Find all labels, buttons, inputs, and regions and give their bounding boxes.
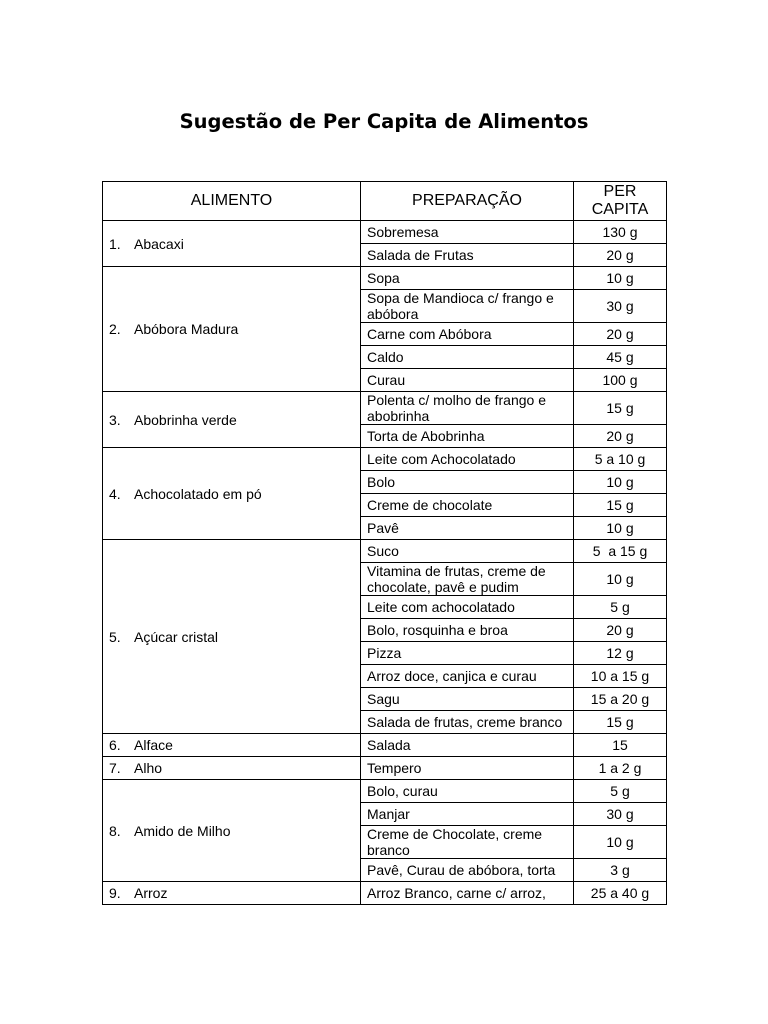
preparation-cell: Curau (361, 369, 574, 392)
food-number: 8. (109, 822, 121, 839)
table-row (103, 882, 667, 905)
preparation-cell: Creme de chocolate (361, 494, 574, 517)
preparation-cell: Manjar (361, 803, 574, 826)
preparation-cell: Salada de frutas, creme branco (361, 711, 574, 734)
per-capita-cell: 5 a 15 g (574, 540, 667, 563)
preparation-cell: Arroz doce, canjica e curau (361, 665, 574, 688)
preparation-cell: Pizza (361, 642, 574, 665)
header-alimento: ALIMENTO (103, 182, 361, 221)
preparation-cell: Bolo (361, 471, 574, 494)
food-cell (103, 448, 361, 540)
food-name: Abacaxi (134, 235, 184, 252)
food-name: Achocolatado em pó (134, 485, 262, 502)
food-cell (103, 540, 361, 734)
table-row (103, 392, 667, 425)
per-capita-cell: 10 g (574, 267, 667, 290)
preparation-cell: Pavê (361, 517, 574, 540)
food-cell (103, 221, 361, 267)
food-cell (103, 780, 361, 882)
header-preparacao: PREPARAÇÃO (361, 182, 574, 221)
per-capita-cell: 20 g (574, 323, 667, 346)
per-capita-cell: 20 g (574, 425, 667, 448)
food-cell (103, 392, 361, 448)
preparation-cell: Bolo, curau (361, 780, 574, 803)
preparation-cell: Creme de Chocolate, creme branco (361, 826, 574, 859)
per-capita-cell: 100 g (574, 369, 667, 392)
food-cell (103, 882, 361, 905)
food-number: 3. (109, 411, 121, 428)
per-capita-cell: 20 g (574, 619, 667, 642)
per-capita-cell: 15 a 20 g (574, 688, 667, 711)
food-number: 7. (109, 760, 121, 776)
preparation-cell: Salada (361, 734, 574, 757)
per-capita-cell: 10 a 15 g (574, 665, 667, 688)
per-capita-cell: 5 g (574, 780, 667, 803)
food-cell (103, 267, 361, 392)
preparation-cell: Bolo, rosquinha e broa (361, 619, 574, 642)
per-capita-cell: 15 g (574, 494, 667, 517)
table-row (103, 780, 667, 803)
preparation-cell: Leite com Achocolatado (361, 448, 574, 471)
per-capita-cell: 30 g (574, 803, 667, 826)
per-capita-cell: 10 g (574, 471, 667, 494)
per-capita-cell: 3 g (574, 859, 667, 882)
per-capita-cell: 30 g (574, 290, 667, 323)
food-name: Abobrinha verde (134, 411, 237, 428)
table-row (103, 734, 667, 757)
preparation-cell: Torta de Abobrinha (361, 425, 574, 448)
per-capita-cell: 130 g (574, 221, 667, 244)
preparation-cell: Polenta c/ molho de frango e abobrinha (361, 392, 574, 425)
food-name: Açúcar cristal (134, 628, 219, 645)
preparation-cell: Salada de Frutas (361, 244, 574, 267)
table-header-row (103, 182, 667, 221)
table-row (103, 267, 667, 290)
food-number: 2. (109, 321, 121, 337)
preparation-cell: Pavê, Curau de abóbora, torta (361, 859, 574, 882)
preparation-cell: Vitamina de frutas, creme de chocolate, pavê e pudim (361, 563, 574, 596)
per-capita-cell: 25 a 40 g (574, 882, 667, 905)
header-per-capita-line2: CAPITA (591, 201, 649, 218)
per-capita-cell: 10 g (574, 826, 667, 859)
food-number: 1. (109, 235, 121, 252)
preparation-cell: Sagu (361, 688, 574, 711)
header-per-capita-line1: PER (603, 183, 637, 200)
food-number: 9. (109, 885, 121, 901)
food-name: Abóbora Madura (134, 321, 239, 337)
food-cell (103, 734, 361, 757)
preparation-cell: Tempero (361, 757, 574, 780)
per-capita-cell: 5 g (574, 596, 667, 619)
per-capita-cell: 1 a 2 g (574, 757, 667, 780)
preparation-cell: Suco (361, 540, 574, 563)
per-capita-table (102, 181, 667, 905)
per-capita-cell: 15 (574, 734, 667, 757)
per-capita-cell: 10 g (574, 563, 667, 596)
per-capita-cell: 15 g (574, 711, 667, 734)
table-row (103, 757, 667, 780)
preparation-cell: Sopa (361, 267, 574, 290)
table-row (103, 540, 667, 563)
preparation-cell: Carne com Abóbora (361, 323, 574, 346)
preparation-cell: Sopa de Mandioca c/ frango e abóbora (361, 290, 574, 323)
preparation-cell: Sobremesa (361, 221, 574, 244)
food-number: 6. (109, 737, 121, 753)
page-title: Sugestão de Per Capita de Alimentos (179, 110, 589, 133)
table-row (103, 221, 667, 244)
header-per-capita (574, 182, 667, 221)
food-name: Amido de Milho (134, 822, 231, 839)
preparation-cell: Leite com achocolatado (361, 596, 574, 619)
food-name: Alface (134, 737, 173, 753)
preparation-cell: Arroz Branco, carne c/ arroz, (361, 882, 574, 905)
per-capita-cell: 45 g (574, 346, 667, 369)
food-number: 4. (109, 485, 121, 502)
food-number: 5. (109, 628, 121, 645)
food-cell (103, 757, 361, 780)
preparation-cell: Caldo (361, 346, 574, 369)
per-capita-cell: 5 a 10 g (574, 448, 667, 471)
per-capita-cell: 15 g (574, 392, 667, 425)
per-capita-cell: 12 g (574, 642, 667, 665)
food-name: Alho (134, 760, 163, 776)
per-capita-cell: 10 g (574, 517, 667, 540)
food-name: Arroz (134, 885, 168, 901)
table-row (103, 448, 667, 471)
per-capita-cell: 20 g (574, 244, 667, 267)
